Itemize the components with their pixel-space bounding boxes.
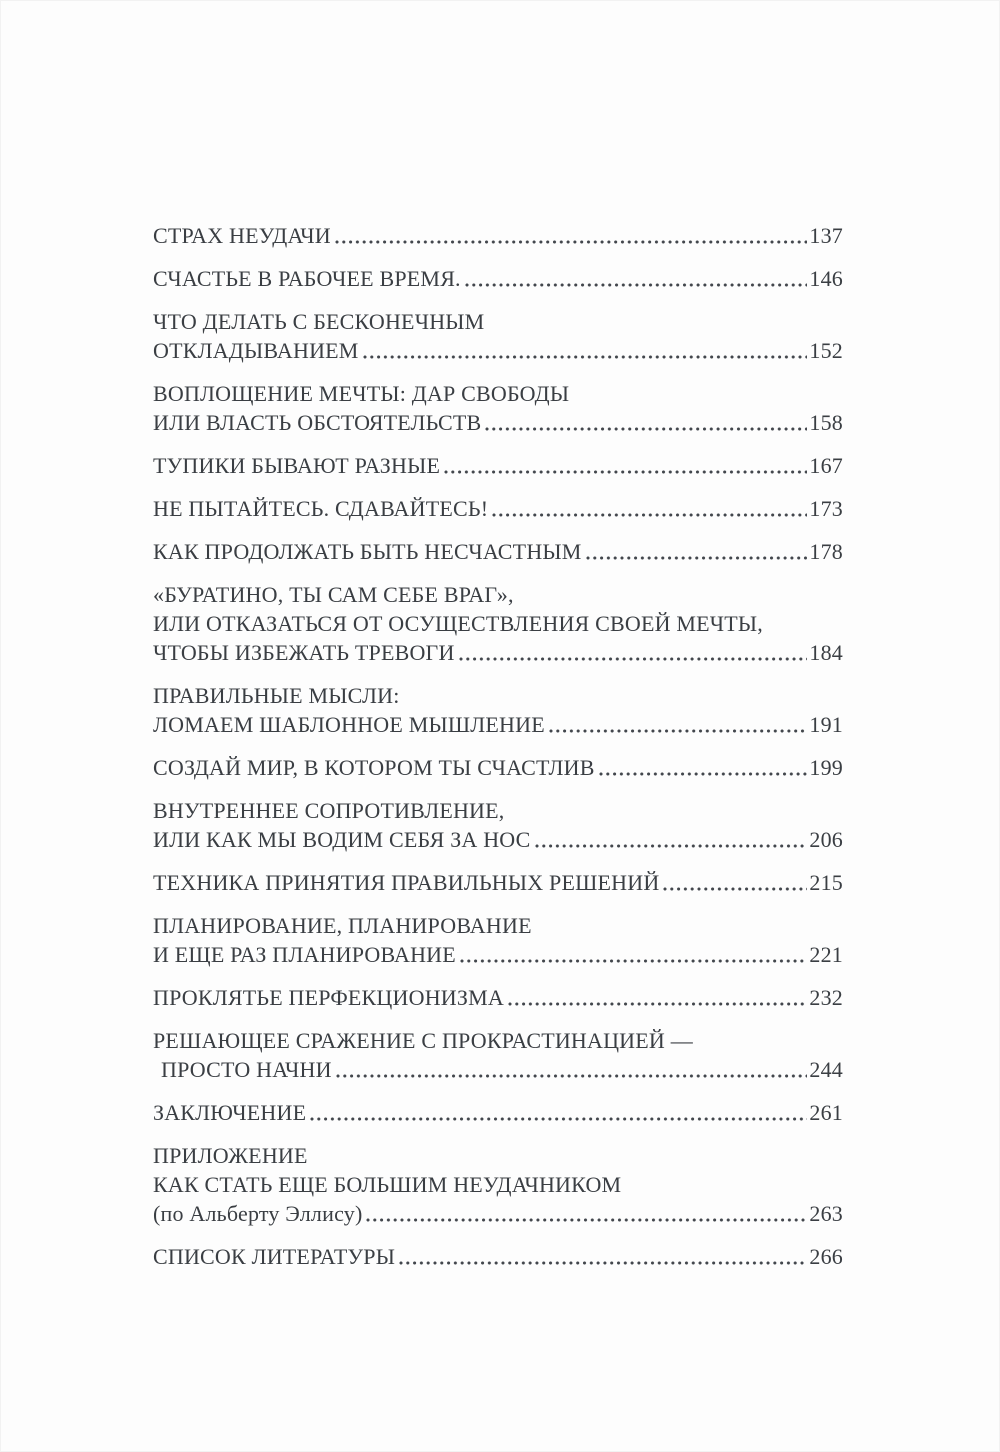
toc-entry-page-number: 146 — [809, 266, 843, 291]
dot-leader — [336, 1055, 808, 1084]
toc-entry — [153, 796, 843, 854]
dot-leader — [460, 940, 807, 969]
toc-entry-leader-line — [153, 1098, 843, 1127]
toc-entry-line: ПРАВИЛЬНЫЕ МЫСЛИ: — [153, 683, 400, 708]
toc-entry-page-number: 215 — [809, 870, 843, 895]
toc-entry-line: ИЛИ ОТКАЗАТЬСЯ ОТ ОСУЩЕСТВЛЕНИЯ СВОЕЙ МЕЧТЫ, — [153, 611, 763, 636]
dot-leader — [508, 983, 807, 1012]
toc-entry-leader-line — [153, 1242, 843, 1271]
toc-entry-leader-line — [153, 825, 843, 854]
toc-entry — [153, 537, 843, 566]
toc-entry-page-number: 158 — [809, 410, 843, 435]
toc-entry — [153, 753, 843, 782]
dot-leader — [599, 753, 808, 782]
toc-entry — [153, 1141, 843, 1228]
toc-entry-leader-line — [153, 264, 843, 293]
toc-entry-leader-line — [153, 221, 843, 250]
toc-entry-title: СПИСОК ЛИТЕРАТУРЫ — [153, 1244, 396, 1269]
toc-entry — [153, 307, 843, 365]
table-of-contents — [153, 221, 843, 1285]
toc-entry — [153, 868, 843, 897]
toc-entry — [153, 221, 843, 250]
toc-entry-page-number: 261 — [809, 1100, 843, 1125]
toc-entry-title: ИЛИ ВЛАСТЬ ОБСТОЯТЕЛЬСТВ — [153, 410, 482, 435]
toc-entry-line: ВНУТРЕННЕЕ СОПРОТИВЛЕНИЕ, — [153, 798, 505, 823]
toc-entry-title: СОЗДАЙ МИР, В КОТОРОМ ТЫ СЧАСТЛИВ — [153, 755, 595, 780]
toc-entry-title: (по Альберту Эллису) — [153, 1201, 363, 1226]
toc-entry-leader-line — [153, 537, 843, 566]
toc-entry-leader-line — [153, 408, 843, 437]
toc-entry-page-number: 266 — [809, 1244, 843, 1269]
toc-entry-page-number: 173 — [809, 496, 843, 521]
toc-entry-title: ПРОСТО НАЧНИ — [161, 1057, 332, 1082]
toc-entry-page-number: 232 — [809, 985, 843, 1010]
toc-entry-title: НЕ ПЫТАЙТЕСЬ. СДАВАЙТЕСЬ! — [153, 496, 489, 521]
toc-entry-title: ПРОКЛЯТЬЕ ПЕРФЕКЦИОНИЗМА — [153, 985, 504, 1010]
dot-leader — [663, 868, 807, 897]
dot-leader — [535, 825, 808, 854]
toc-entry-title: ЧТОБЫ ИЗБЕЖАТЬ ТРЕВОГИ — [153, 640, 455, 665]
toc-entry-title: ЗАКЛЮЧЕНИЕ — [153, 1100, 307, 1125]
dot-leader — [310, 1098, 807, 1127]
dot-leader — [444, 451, 807, 480]
toc-entry-line: ВОПЛОЩЕНИЕ МЕЧТЫ: ДАР СВОБОДЫ — [153, 381, 570, 406]
toc-entry-title: И ЕЩЕ РАЗ ПЛАНИРОВАНИЕ — [153, 942, 456, 967]
dot-leader — [586, 537, 808, 566]
toc-entry-title: ИЛИ КАК МЫ ВОДИМ СЕБЯ ЗА НОС — [153, 827, 531, 852]
toc-entry-leader-line — [153, 753, 843, 782]
toc-entry — [153, 1242, 843, 1271]
toc-entry-page-number: 178 — [809, 539, 843, 564]
toc-entry — [153, 580, 843, 667]
toc-entry-title: СТРАХ НЕУДАЧИ — [153, 223, 331, 248]
toc-entry — [153, 1098, 843, 1127]
toc-entry-leader-line — [153, 1199, 843, 1228]
toc-entry-line: КАК СТАТЬ ЕЩЕ БОЛЬШИМ НЕУДАЧНИКОМ — [153, 1172, 622, 1197]
toc-entry-page-number: 221 — [809, 942, 843, 967]
toc-entry — [153, 379, 843, 437]
toc-entry-leader-line — [153, 494, 843, 523]
dot-leader — [335, 221, 808, 250]
toc-entry — [153, 911, 843, 969]
toc-entry-leader-line — [153, 983, 843, 1012]
toc-entry — [153, 983, 843, 1012]
toc-entry-page-number: 152 — [809, 338, 843, 363]
dot-leader — [492, 494, 807, 523]
toc-entry-page-number: 199 — [809, 755, 843, 780]
toc-entry-leader-line — [153, 1055, 843, 1084]
dot-leader — [465, 264, 808, 293]
toc-entry-page-number: 137 — [809, 223, 843, 248]
toc-entry-leader-line — [153, 940, 843, 969]
toc-entry — [153, 1026, 843, 1084]
dot-leader — [485, 408, 807, 437]
dot-leader — [549, 710, 808, 739]
toc-entry-leader-line — [153, 451, 843, 480]
toc-entry-line: РЕШАЮЩЕЕ СРАЖЕНИЕ С ПРОКРАСТИНАЦИЕЙ — — [153, 1028, 693, 1053]
toc-entry-leader-line — [153, 638, 843, 667]
toc-entry-page-number: 206 — [809, 827, 843, 852]
toc-entry-title: КАК ПРОДОЛЖАТЬ БЫТЬ НЕСЧАСТНЫМ — [153, 539, 582, 564]
toc-entry — [153, 494, 843, 523]
toc-entry-title: СЧАСТЬЕ В РАБОЧЕЕ ВРЕМЯ. — [153, 266, 461, 291]
toc-entry-title: ЛОМАЕМ ШАБЛОННОЕ МЫШЛЕНИЕ — [153, 712, 545, 737]
toc-entry — [153, 681, 843, 739]
toc-entry-title: ТУПИКИ БЫВАЮТ РАЗНЫЕ — [153, 453, 441, 478]
toc-entry-line: ПЛАНИРОВАНИЕ, ПЛАНИРОВАНИЕ — [153, 913, 532, 938]
toc-entry-page-number: 167 — [809, 453, 843, 478]
toc-entry — [153, 264, 843, 293]
dot-leader — [366, 1199, 807, 1228]
toc-entry — [153, 451, 843, 480]
toc-entry-page-number: 191 — [809, 712, 843, 737]
toc-entry-page-number: 244 — [809, 1057, 843, 1082]
toc-entry-page-number: 184 — [809, 640, 843, 665]
toc-entry-leader-line — [153, 868, 843, 897]
toc-entry-page-number: 263 — [809, 1201, 843, 1226]
dot-leader — [363, 336, 808, 365]
toc-entry-title: ТЕХНИКА ПРИНЯТИЯ ПРАВИЛЬНЫХ РЕШЕНИЙ — [153, 870, 660, 895]
toc-entry-line: «БУРАТИНО, ТЫ САМ СЕБЕ ВРАГ», — [153, 582, 514, 607]
dot-leader — [459, 638, 808, 667]
toc-entry-line: ЧТО ДЕЛАТЬ С БЕСКОНЕЧНЫМ — [153, 309, 485, 334]
toc-entry-line: ПРИЛОЖЕНИЕ — [153, 1143, 308, 1168]
dot-leader — [399, 1242, 807, 1271]
toc-entry-leader-line — [153, 336, 843, 365]
toc-entry-leader-line — [153, 710, 843, 739]
toc-entry-title: ОТКЛАДЫВАНИЕМ — [153, 338, 359, 363]
